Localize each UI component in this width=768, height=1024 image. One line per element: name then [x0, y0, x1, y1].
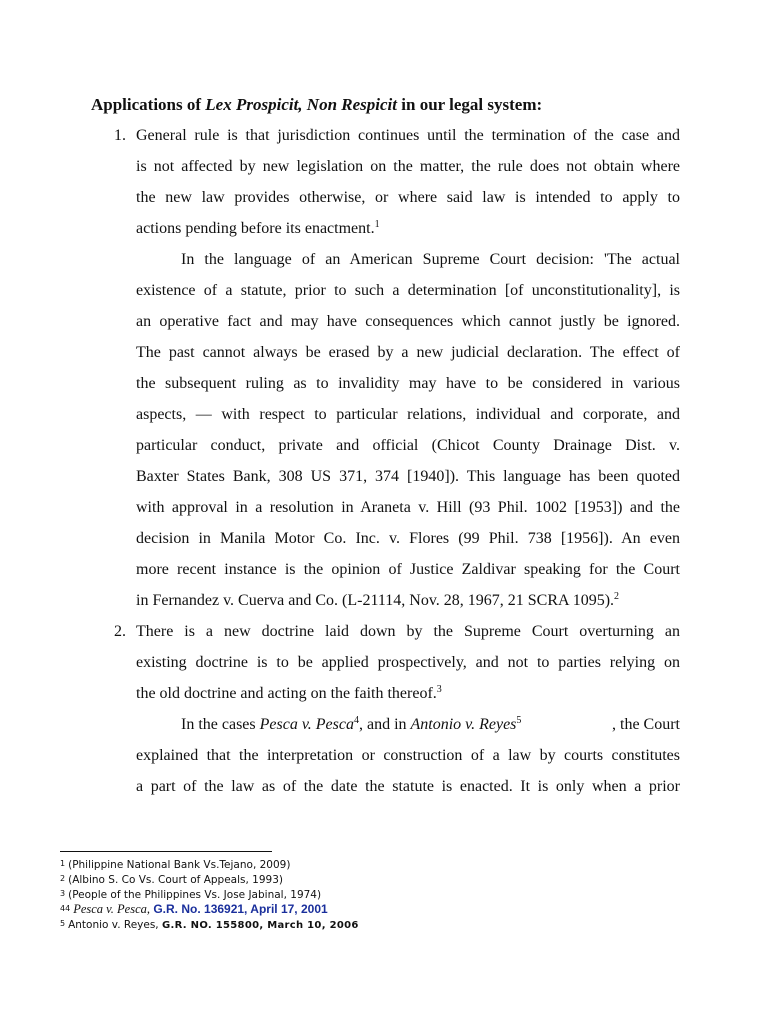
footnote-4	[60, 901, 680, 916]
paragraph-line: particular conduct, private and official (Chicot County Drainage Dist. v.	[136, 437, 680, 454]
heading-prefix: Applications of	[91, 95, 206, 114]
paragraph-text: actions pending before its enactment.	[136, 220, 375, 237]
paragraph-line: Baxter States Bank, 308 US 371, 374 [1940]). This language has been quoted	[136, 468, 680, 485]
list-item-1	[100, 120, 680, 616]
paragraph-line: In the language of an American Supreme Court decision: 'The actual	[181, 251, 680, 268]
footnote-case-name: Pesca v. Pesca,	[73, 902, 151, 916]
footnote-mark: 5	[60, 919, 66, 928]
paragraph-text: , the Court	[612, 716, 680, 733]
list-item-2	[100, 616, 680, 802]
paragraph-line: with approval in a resolution in Araneta v. Hill (93 Phil. 1002 [1953]) and the	[136, 499, 680, 516]
footnote-text: (People of the Philippines Vs. Jose Jabinal, 1974)	[68, 889, 322, 901]
paragraph-line: existing doctrine is to be applied prospectively, and not to parties relying on	[136, 654, 680, 671]
paragraph-line	[136, 678, 680, 709]
footnote-2	[60, 871, 680, 886]
footnote-ref: 4	[353, 715, 359, 726]
footnote-mark: 1	[60, 859, 66, 868]
footnote-text: Antonio v. Reyes,	[68, 919, 162, 931]
footnote-5	[60, 916, 680, 931]
paragraph-line	[136, 709, 680, 740]
case-name: Antonio v. Reyes	[410, 716, 517, 733]
case-name: Pesca v. Pesca	[259, 716, 354, 733]
footnote-citation: G.R. No. 136921, April 17, 2001	[150, 902, 328, 916]
heading-latin-maxim: Lex Prospicit, Non Respicit	[205, 95, 398, 114]
footnote-ref: 2	[614, 591, 620, 602]
footnote-ref: 5	[516, 715, 522, 726]
case-sentence-start	[181, 709, 521, 740]
footnote-divider	[60, 851, 272, 852]
footnote-citation: G.R. NO. 155800, March 10, 2006	[161, 920, 359, 931]
paragraph-line: an operative fact and may have consequences which cannot justly be ignored.	[136, 313, 680, 330]
paragraph-line: the new law provides otherwise, or where said law is intended to apply to	[136, 189, 680, 206]
list-number: 2.	[114, 623, 126, 640]
footnote-3	[60, 886, 680, 901]
footnote-mark: 3	[60, 889, 66, 898]
footnote-1	[60, 856, 680, 871]
paragraph-line: more recent instance is the opinion of Justice Zaldivar speaking for the Court	[136, 561, 680, 578]
footnote-ref: 1	[374, 219, 380, 230]
footnote-text: (Albino S. Co Vs. Court of Appeals, 1993)	[68, 874, 283, 886]
footnote-text: (Philippine National Bank Vs.Tejano, 2009)	[68, 859, 291, 871]
heading-suffix: in our legal system:	[397, 95, 543, 114]
paragraph-line	[136, 585, 680, 616]
paragraph-text: In the cases	[181, 716, 260, 733]
paragraph-line: There is a new doctrine laid down by the Supreme Court overturning an	[136, 623, 680, 640]
paragraph-line	[136, 213, 680, 244]
paragraph-line: decision in Manila Motor Co. Inc. v. Flores (99 Phil. 738 [1956]). An even	[136, 530, 680, 547]
section-heading	[91, 92, 731, 118]
paragraph-text: in Fernandez v. Cuerva and Co. (L-21114, Nov. 28, 1967, 21 SCRA 1095).	[136, 592, 615, 609]
footnote-mark: 44	[60, 904, 71, 913]
paragraph-text: , and in	[358, 716, 411, 733]
list-number: 1.	[114, 127, 126, 144]
footnote-mark: 2	[60, 874, 66, 883]
paragraph-line: aspects, — with respect to particular relations, individual and corporate, and	[136, 406, 680, 423]
document-body	[100, 120, 680, 802]
paragraph-line: the subsequent ruling as to invalidity may have to be considered in various	[136, 375, 680, 392]
paragraph-text: the old doctrine and acting on the faith thereof.	[136, 685, 437, 702]
footnote-ref: 3	[436, 684, 442, 695]
paragraph-line: is not affected by new legislation on the matter, the rule does not obtain where	[136, 158, 680, 175]
paragraph-line: explained that the interpretation or construction of a law by courts constitutes	[136, 747, 680, 764]
paragraph-line: a part of the law as of the date the statute is enacted. It is only when a prior	[136, 778, 680, 795]
paragraph-line: General rule is that jurisdiction continues until the termination of the case and	[136, 127, 680, 144]
footnotes	[60, 856, 680, 931]
paragraph-line: existence of a statute, prior to such a determination [of unconstitutionality], is	[136, 282, 680, 299]
paragraph-line: The past cannot always be erased by a new judicial declaration. The effect of	[136, 344, 680, 361]
